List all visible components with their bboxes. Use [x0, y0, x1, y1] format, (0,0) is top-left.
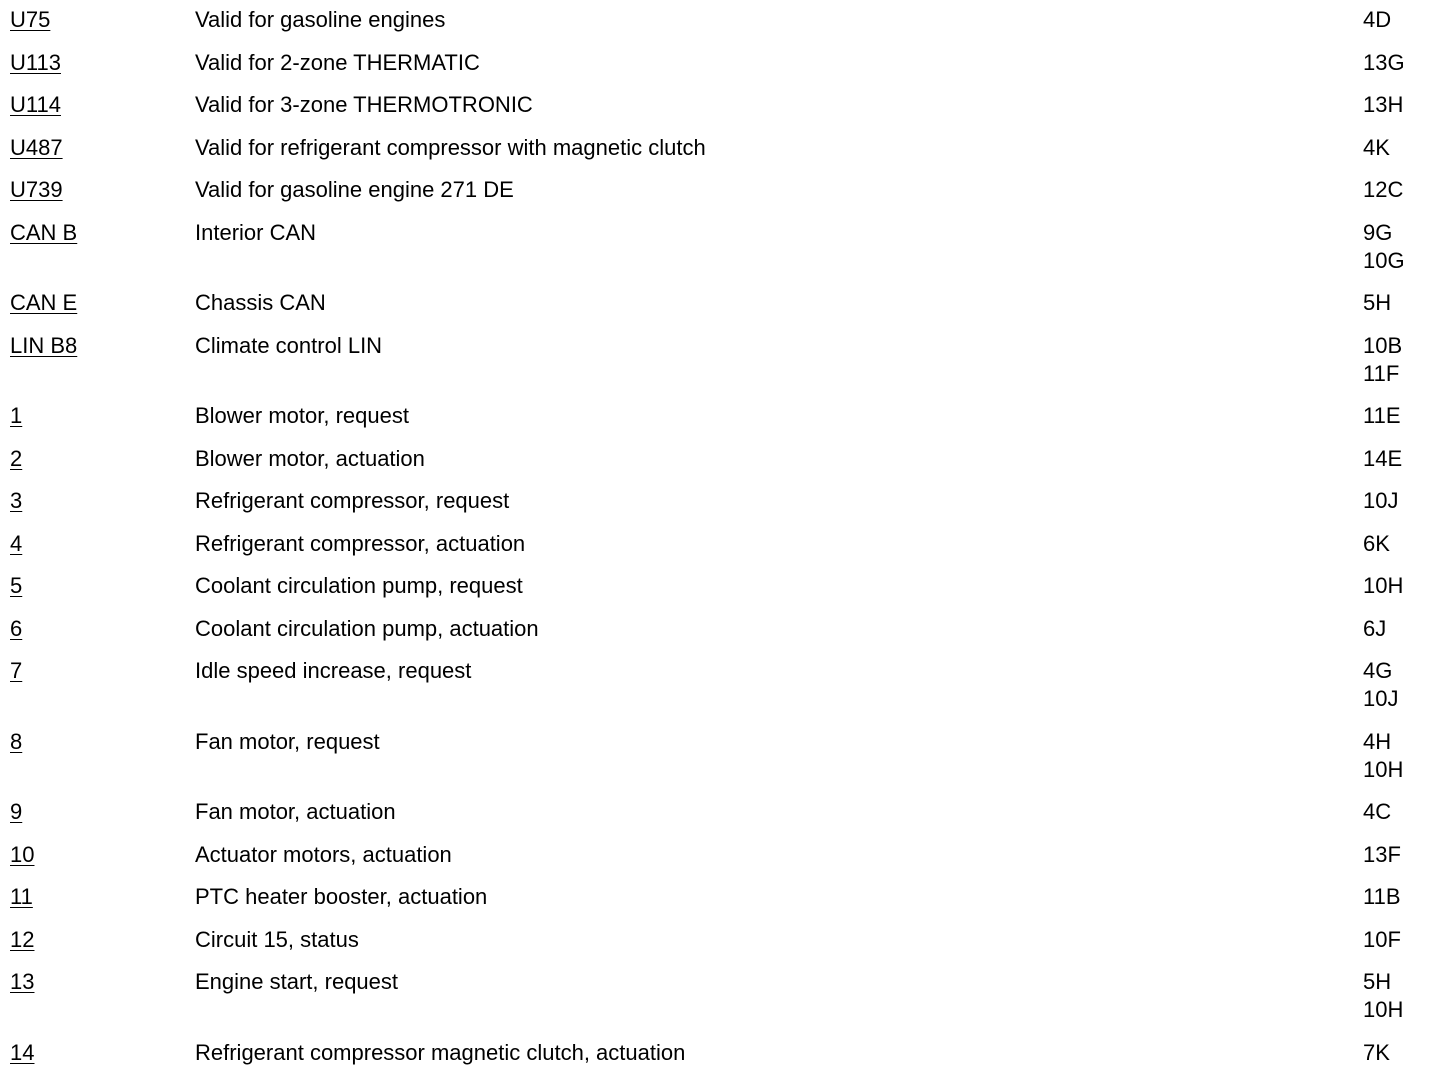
legend-refs [1363, 219, 1405, 275]
legend-code-link[interactable]: LIN B8 [10, 332, 78, 358]
legend-row [10, 657, 1446, 728]
legend-ref: 4K [1363, 134, 1390, 160]
legend-description: Valid for gasoline engines [195, 7, 446, 32]
legend-ref: 11E [1363, 403, 1401, 428]
legend-description: Actuator motors, actuation [195, 841, 452, 867]
legend-row [10, 289, 1446, 332]
legend-code-link[interactable]: 13 [10, 969, 35, 994]
legend-description: Interior CAN [195, 219, 317, 245]
legend-description: Fan motor, request [195, 728, 380, 754]
legend-code-link[interactable]: 12 [10, 926, 35, 952]
legend-ref: 5H [1363, 969, 1392, 994]
legend-ref: 11B [1363, 884, 1401, 909]
legend-refs [1363, 176, 1403, 204]
legend-code-link[interactable]: 5 [10, 573, 23, 598]
legend-refs [1363, 289, 1391, 317]
legend-description: Circuit 15, status [195, 926, 359, 952]
legend-row [10, 134, 1446, 177]
legend-row [10, 572, 1446, 615]
legend-code-link[interactable]: 2 [10, 445, 23, 471]
legend-refs [1363, 445, 1402, 473]
legend-refs [1363, 49, 1405, 77]
legend-ref: 6K [1363, 530, 1390, 556]
legend-row [10, 615, 1446, 658]
legend-ref: 14E [1363, 445, 1403, 471]
legend-description: Idle speed increase, request [195, 658, 472, 683]
legend-row [10, 91, 1446, 134]
legend-refs [1363, 487, 1398, 515]
legend-description: Refrigerant compressor, request [195, 488, 510, 513]
legend-code-link[interactable]: 10 [10, 841, 35, 867]
legend-row [10, 968, 1446, 1039]
legend-refs [1363, 615, 1386, 643]
legend-ref: 12C [1363, 177, 1404, 202]
legend-ref: 11F [1363, 360, 1400, 386]
legend-refs [1363, 402, 1401, 430]
legend-description: Valid for 2-zone THERMATIC [195, 49, 480, 75]
legend-ref: 10H [1363, 756, 1404, 782]
legend-code-link[interactable]: 9 [10, 799, 23, 824]
legend-refs [1363, 883, 1401, 911]
legend-ref: 4H [1363, 728, 1392, 754]
legend-row [10, 176, 1446, 219]
legend-refs [1363, 6, 1391, 34]
legend-description: PTC heater booster, actuation [195, 884, 488, 909]
legend-code-link[interactable]: U113 [10, 49, 61, 75]
legend-ref: 10J [1363, 488, 1399, 513]
legend-code-link[interactable]: CAN B [10, 219, 78, 245]
legend-description: Fan motor, actuation [195, 799, 396, 824]
legend-refs [1363, 134, 1390, 162]
legend-ref: 13G [1363, 49, 1405, 75]
legend-refs [1363, 530, 1390, 558]
legend-code-link[interactable]: U487 [10, 134, 63, 160]
legend-ref: 10H [1363, 573, 1404, 598]
legend-code-link[interactable]: 8 [10, 728, 23, 754]
legend-code-link[interactable]: 3 [10, 488, 23, 513]
legend-row [10, 49, 1446, 92]
legend-description: Blower motor, request [195, 403, 409, 428]
legend-row [10, 1039, 1446, 1082]
legend-row [10, 798, 1446, 841]
legend-row [10, 332, 1446, 403]
legend-refs [1363, 798, 1391, 826]
legend-ref: 10F [1363, 926, 1401, 952]
legend-ref: 5H [1363, 290, 1392, 315]
legend-code-link[interactable]: 6 [10, 615, 23, 641]
legend-description: Chassis CAN [195, 290, 326, 315]
legend-code-link[interactable]: 14 [10, 1039, 35, 1065]
legend-description: Blower motor, actuation [195, 445, 425, 471]
legend-description: Valid for refrigerant compressor with magnetic clutch [195, 134, 706, 160]
legend-row [10, 841, 1446, 884]
legend-refs [1363, 728, 1403, 784]
legend-ref: 4G [1363, 658, 1393, 683]
legend-row [10, 883, 1446, 926]
legend-code-link[interactable]: 1 [10, 403, 23, 428]
legend-row [10, 530, 1446, 573]
legend-ref: 7K [1363, 1039, 1390, 1065]
legend-ref: 10J [1363, 686, 1399, 711]
legend-ref: 6J [1363, 615, 1387, 641]
legend-code-link[interactable]: CAN E [10, 290, 78, 315]
legend-table [10, 6, 1446, 1081]
legend-ref: 4D [1363, 7, 1392, 32]
legend-row [10, 926, 1446, 969]
legend-description: Valid for gasoline engine 271 DE [195, 177, 514, 202]
legend-ref: 10H [1363, 997, 1404, 1022]
legend-ref: 4C [1363, 799, 1392, 824]
legend-code-link[interactable]: U739 [10, 177, 63, 202]
legend-description: Valid for 3-zone THERMOTRONIC [195, 92, 533, 117]
legend-code-link[interactable]: 7 [10, 658, 23, 683]
legend-description: Refrigerant compressor, actuation [195, 530, 526, 556]
legend-code-link[interactable]: 11 [10, 884, 33, 909]
legend-refs [1363, 657, 1398, 713]
legend-refs [1363, 1039, 1390, 1067]
legend-row [10, 219, 1446, 290]
legend-row [10, 445, 1446, 488]
legend-code-link[interactable]: 4 [10, 530, 23, 556]
legend-ref: 13H [1363, 92, 1404, 117]
legend-refs [1363, 841, 1401, 869]
legend-ref: 9G [1363, 219, 1393, 245]
legend-code-link[interactable]: U114 [10, 92, 61, 117]
legend-description: Coolant circulation pump, actuation [195, 615, 539, 641]
legend-description: Climate control LIN [195, 332, 383, 358]
legend-row [10, 487, 1446, 530]
legend-description: Coolant circulation pump, request [195, 573, 523, 598]
legend-refs [1363, 968, 1403, 1024]
legend-ref: 13F [1363, 841, 1401, 867]
legend-row [10, 402, 1446, 445]
legend-row [10, 728, 1446, 799]
legend-refs [1363, 332, 1402, 388]
legend-description: Engine start, request [195, 969, 399, 994]
legend-description: Refrigerant compressor magnetic clutch, actuation [195, 1039, 686, 1065]
legend-ref: 10B [1363, 332, 1403, 358]
legend-code-link[interactable]: U75 [10, 7, 51, 32]
legend-row [10, 6, 1446, 49]
legend-refs [1363, 91, 1403, 119]
legend-ref: 10G [1363, 247, 1405, 273]
legend-refs [1363, 926, 1401, 954]
legend-refs [1363, 572, 1403, 600]
